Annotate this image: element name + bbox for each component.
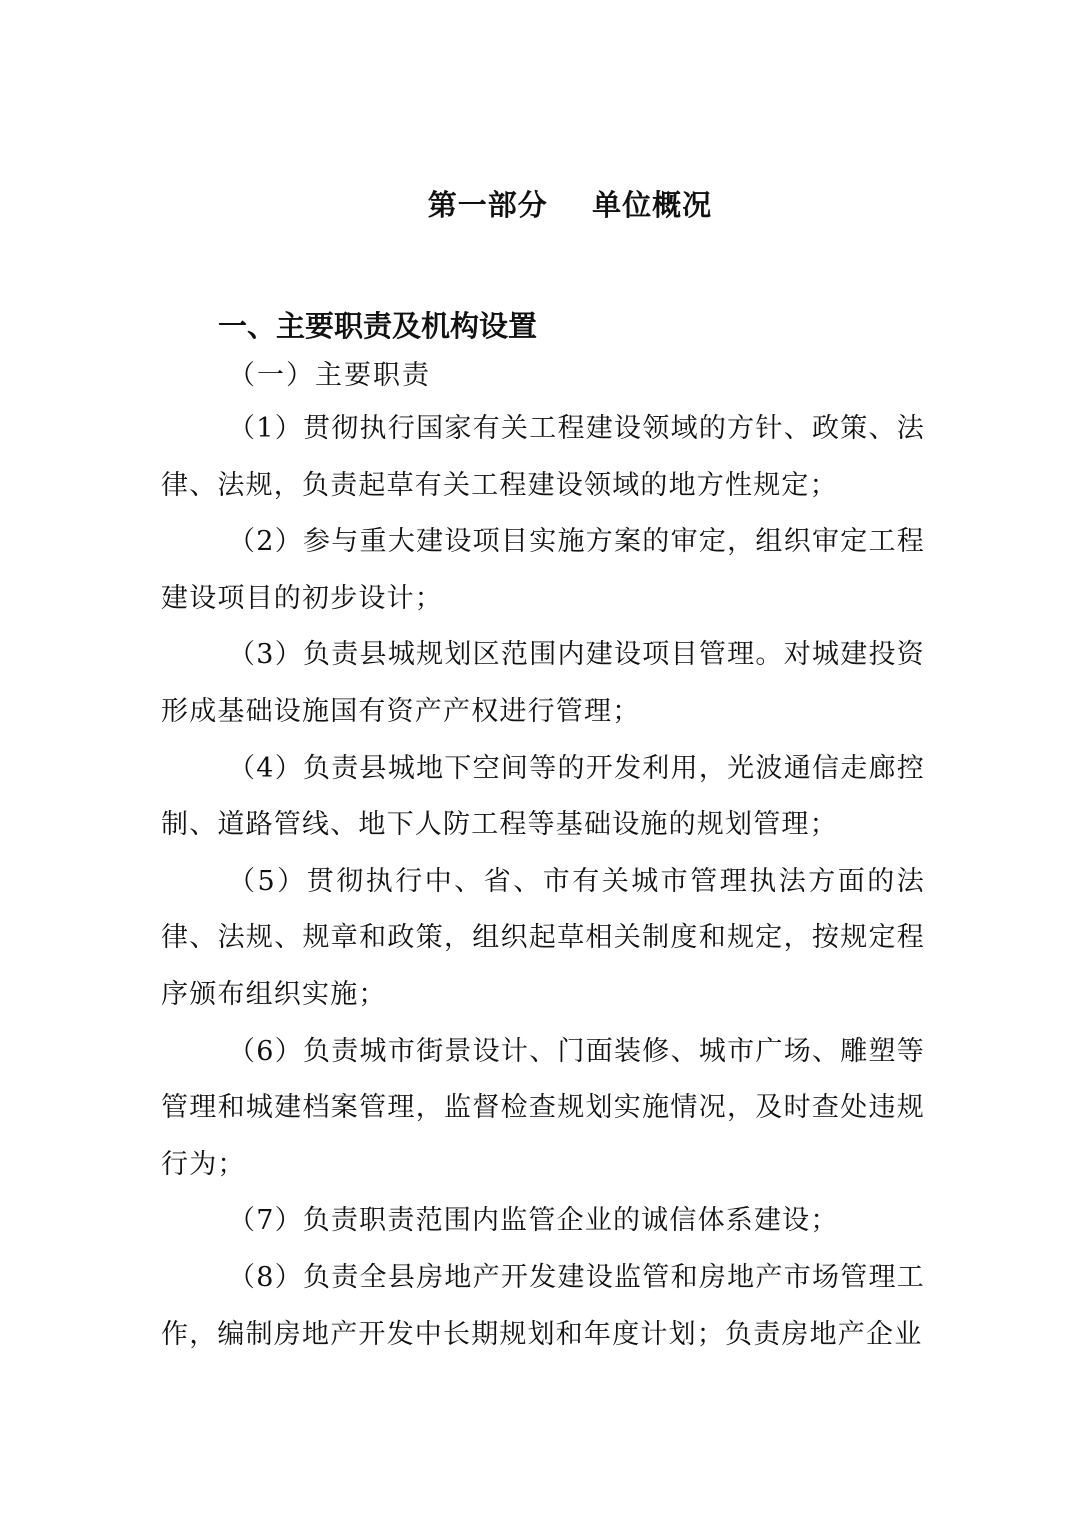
paragraph: （6）负责城市街景设计、门面装修、城市广场、雕塑等管理和城建档案管理，监督检查规划实施情况，及时查处违规行为；: [161, 1035, 925, 1180]
paragraph: （5）贯彻执行中、省、市有关城市管理执法方面的法律、法规、规章和政策，组织起草相关制度和规定，按规定程序颁布组织实施；: [161, 865, 925, 1010]
paragraph: （3）负责县城规划区范围内建设项目管理。对城建投资形成基础设施国有资产产权进行管理；: [161, 639, 925, 727]
body-text: [161, 401, 925, 1363]
paragraph: （7）负责职责范围内监管企业的诚信体系建设；: [228, 1205, 839, 1237]
paragraph: （1）贯彻执行国家有关工程建设领域的方针、政策、法律、法规，负责起草有关工程建设领域的地方性规定；: [161, 413, 925, 501]
paragraph: （2）参与重大建设项目实施方案的审定，组织审定工程建设项目的初步设计；: [161, 526, 925, 614]
paragraph: （4）负责县城地下空间等的开发利用，光波通信走廊控制、道路管线、地下人防工程等基础设施的规划管理；: [161, 752, 925, 841]
part-title: 第一部分 单位概况: [427, 188, 713, 222]
section-heading: 一、主要职责及机构设置: [218, 309, 538, 343]
subsection-heading: （一）主要职责: [228, 360, 431, 391]
paragraph: （8）负责全县房地产开发建设监管和房地产市场管理工作，编制房地产开发中长期规划和年度计划；负责房地产企业: [161, 1261, 925, 1350]
